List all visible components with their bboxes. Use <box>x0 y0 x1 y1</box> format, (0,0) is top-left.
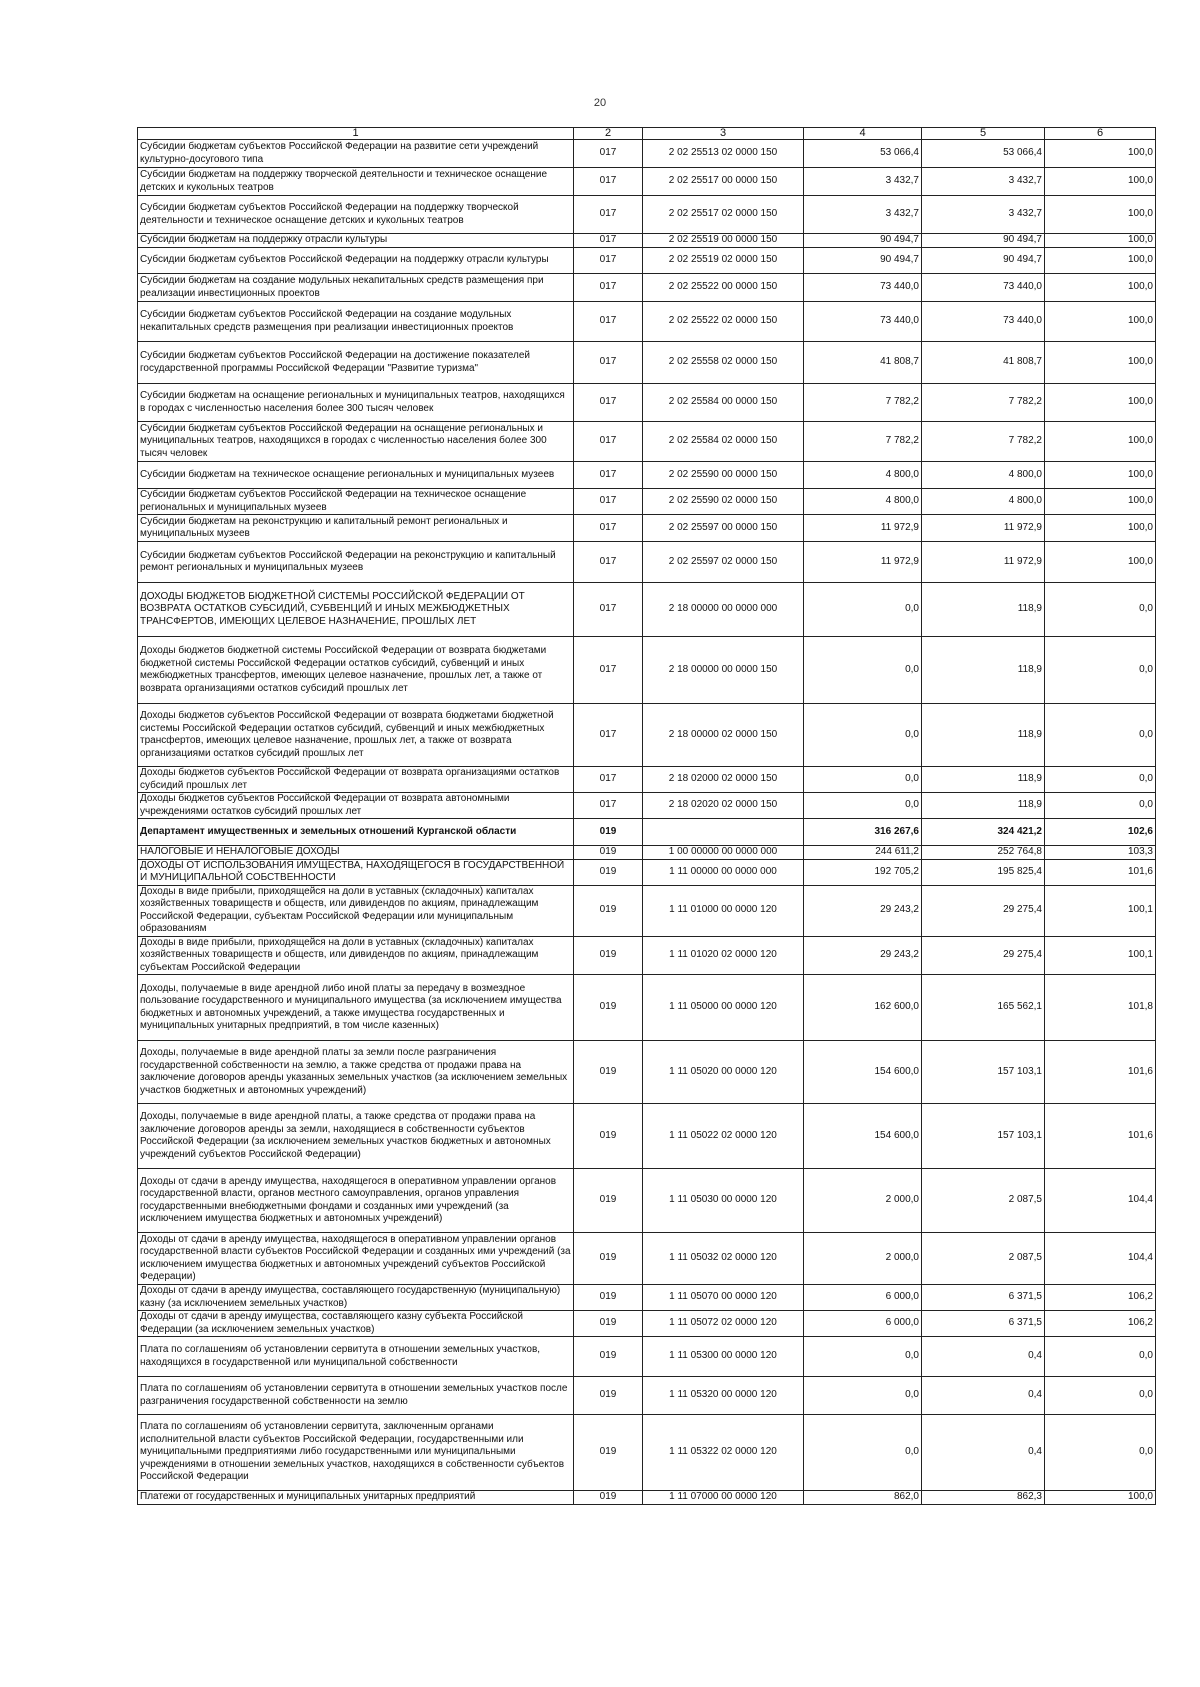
row-name-cell: ДОХОДЫ ОТ ИСПОЛЬЗОВАНИЯ ИМУЩЕСТВА, НАХОДЯЩЕГОСЯ В ГОСУДАРСТВЕННОЙ И МУНИЦИПАЛЬНОЙ СОБСТВЕННОСТИ <box>138 859 574 885</box>
row-execution-percent-cell: 100,0 <box>1045 140 1156 168</box>
row-name-cell: Доходы бюджетов субъектов Российской Федерации от возврата автономными учреждениями остатков субсидий прошлых лет <box>138 793 574 819</box>
row-executed-amount-cell: 0,4 <box>922 1415 1045 1491</box>
row-execution-percent-cell: 100,0 <box>1045 542 1156 583</box>
row-execution-percent-cell: 100,0 <box>1045 248 1156 274</box>
row-executed-amount-cell: 73 440,0 <box>922 274 1045 302</box>
row-admin-code-cell: 019 <box>574 1337 643 1377</box>
row-executed-amount-cell: 0,4 <box>922 1337 1045 1377</box>
row-execution-percent-cell: 0,0 <box>1045 793 1156 819</box>
row-planned-amount-cell: 192 705,2 <box>804 859 922 885</box>
row-executed-amount-cell: 157 103,1 <box>922 1041 1045 1104</box>
row-executed-amount-cell: 90 494,7 <box>922 234 1045 248</box>
table-row <box>138 1337 1156 1377</box>
row-executed-amount-cell: 7 782,2 <box>922 384 1045 422</box>
row-planned-amount-cell: 2 000,0 <box>804 1233 922 1285</box>
row-budget-code-cell: 2 02 25519 02 0000 150 <box>643 248 804 274</box>
row-budget-code-cell: 2 18 00000 02 0000 150 <box>643 704 804 767</box>
row-name-cell: Субсидии бюджетам на поддержку отрасли культуры <box>138 234 574 248</box>
row-name-cell: Плата по соглашениям об установлении сервитута в отношении земельных участков после разграничения государственной собственности на землю <box>138 1377 574 1415</box>
row-execution-percent-cell: 100,0 <box>1045 384 1156 422</box>
table-row <box>138 793 1156 819</box>
table-row <box>138 767 1156 793</box>
row-execution-percent-cell: 0,0 <box>1045 767 1156 793</box>
row-admin-code-cell: 019 <box>574 1233 643 1285</box>
row-planned-amount-cell: 29 243,2 <box>804 885 922 936</box>
table-row <box>138 489 1156 515</box>
row-executed-amount-cell: 324 421,2 <box>922 819 1045 846</box>
row-name-cell: Платежи от государственных и муниципальных унитарных предприятий <box>138 1491 574 1505</box>
row-admin-code-cell: 019 <box>574 819 643 846</box>
row-budget-code-cell: 1 11 05320 00 0000 120 <box>643 1377 804 1415</box>
row-execution-percent-cell: 100,0 <box>1045 234 1156 248</box>
row-executed-amount-cell: 0,4 <box>922 1377 1045 1415</box>
row-execution-percent-cell: 100,1 <box>1045 885 1156 936</box>
column-number-header <box>138 128 1156 140</box>
row-name-cell: Доходы бюджетов бюджетной системы Российской Федерации от возврата бюджетами бюджетной системы Российской Федерации остатков субсидий, субвенций и иных межбюджетных трансфертов, имеющих целевое назначение, прошлых лет, а также от возврата организациями остатков субсидий прошлых лет <box>138 637 574 704</box>
row-executed-amount-cell: 53 066,4 <box>922 140 1045 168</box>
row-execution-percent-cell: 0,0 <box>1045 637 1156 704</box>
row-execution-percent-cell: 101,6 <box>1045 859 1156 885</box>
row-execution-percent-cell: 100,0 <box>1045 168 1156 196</box>
row-admin-code-cell: 017 <box>574 302 643 342</box>
table-row <box>138 422 1156 462</box>
row-admin-code-cell: 019 <box>574 1285 643 1311</box>
row-admin-code-cell: 017 <box>574 248 643 274</box>
row-name-cell: Субсидии бюджетам на создание модульных некапитальных средств размещения при реализации инвестиционных проектов <box>138 274 574 302</box>
row-planned-amount-cell: 90 494,7 <box>804 234 922 248</box>
row-budget-code-cell: 1 11 05030 00 0000 120 <box>643 1169 804 1233</box>
row-executed-amount-cell: 165 562,1 <box>922 975 1045 1041</box>
row-budget-code-cell: 1 11 05032 02 0000 120 <box>643 1233 804 1285</box>
table-row <box>138 583 1156 637</box>
row-executed-amount-cell: 252 764,8 <box>922 846 1045 860</box>
row-name-cell: Плата по соглашениям об установлении сервитута в отношении земельных участков, находящихся в государственной или муниципальной собственности <box>138 1337 574 1377</box>
row-planned-amount-cell: 154 600,0 <box>804 1041 922 1104</box>
row-name-cell: Субсидии бюджетам субъектов Российской Федерации на поддержку творческой деятельности и техническое оснащение детских и кукольных театров <box>138 196 574 234</box>
row-admin-code-cell: 019 <box>574 1311 643 1337</box>
row-budget-code-cell: 2 02 25558 02 0000 150 <box>643 342 804 384</box>
row-admin-code-cell: 017 <box>574 462 643 489</box>
row-name-cell: Доходы, получаемые в виде арендной платы, а также средства от продажи права на заключение договоров аренды за земли, находящиеся в собственности субъектов Российской Федерации (за исключением земельных участков бюджетных и автономных учреждений субъектов Российской Федерации) <box>138 1104 574 1169</box>
row-budget-code-cell: 2 02 25522 02 0000 150 <box>643 302 804 342</box>
row-budget-code-cell: 2 02 25584 02 0000 150 <box>643 422 804 462</box>
row-budget-code-cell: 2 02 25597 00 0000 150 <box>643 515 804 542</box>
row-name-cell: Субсидии бюджетам субъектов Российской Федерации на оснащение региональных и муниципальных театров, находящихся в городах с численностью населения более 300 тысяч человек <box>138 422 574 462</box>
row-execution-percent-cell: 104,4 <box>1045 1169 1156 1233</box>
row-budget-code-cell: 2 02 25513 02 0000 150 <box>643 140 804 168</box>
row-name-cell: Доходы от сдачи в аренду имущества, находящегося в оперативном управлении органов государственной власти субъектов Российской Федерации и созданных ими учреждений (за исключением имущества бюджетных и автономных учреждений субъектов Российской Федерации) <box>138 1233 574 1285</box>
row-name-cell: Доходы бюджетов субъектов Российской Федерации от возврата организациями остатков субсидий прошлых лет <box>138 767 574 793</box>
row-name-cell: Субсидии бюджетам субъектов Российской Федерации на реконструкцию и капитальный ремонт региональных и муниципальных музеев <box>138 542 574 583</box>
table-row <box>138 859 1156 885</box>
table-row <box>138 885 1156 936</box>
row-planned-amount-cell: 244 611,2 <box>804 846 922 860</box>
row-name-cell: Доходы от сдачи в аренду имущества, составляющего казну субъекта Российской Федерации (за исключением земельных участков) <box>138 1311 574 1337</box>
table-row <box>138 704 1156 767</box>
row-planned-amount-cell: 862,0 <box>804 1491 922 1505</box>
row-planned-amount-cell: 29 243,2 <box>804 936 922 975</box>
table-row <box>138 819 1156 846</box>
row-executed-amount-cell: 118,9 <box>922 767 1045 793</box>
table-row <box>138 1285 1156 1311</box>
row-execution-percent-cell: 100,0 <box>1045 489 1156 515</box>
row-planned-amount-cell: 11 972,9 <box>804 515 922 542</box>
row-executed-amount-cell: 11 972,9 <box>922 515 1045 542</box>
row-execution-percent-cell: 100,0 <box>1045 342 1156 384</box>
table-row <box>138 1169 1156 1233</box>
table-row <box>138 140 1156 168</box>
row-admin-code-cell: 019 <box>574 1491 643 1505</box>
table-row <box>138 274 1156 302</box>
row-planned-amount-cell: 162 600,0 <box>804 975 922 1041</box>
row-name-cell: ДОХОДЫ БЮДЖЕТОВ БЮДЖЕТНОЙ СИСТЕМЫ РОССИЙСКОЙ ФЕДЕРАЦИИ ОТ ВОЗВРАТА ОСТАТКОВ СУБСИДИЙ, СУБВЕНЦИЙ И ИНЫХ МЕЖБЮДЖЕТНЫХ ТРАНСФЕРТОВ, ИМЕЮЩИХ ЦЕЛЕВОЕ НАЗНАЧЕНИЕ, ПРОШЛЫХ ЛЕТ <box>138 583 574 637</box>
row-execution-percent-cell: 103,3 <box>1045 846 1156 860</box>
row-name-cell: Доходы, получаемые в виде арендной либо иной платы за передачу в возмездное пользование государственного и муниципального имущества (за исключением имущества бюджетных и автономных учреждений, а также имущества государственных и муниципальных унитарных предприятий, в том числе казенных) <box>138 975 574 1041</box>
row-execution-percent-cell: 100,1 <box>1045 936 1156 975</box>
row-name-cell: Субсидии бюджетам на техническое оснащение региональных и муниципальных музеев <box>138 462 574 489</box>
row-admin-code-cell: 017 <box>574 234 643 248</box>
row-name-cell: Департамент имущественных и земельных отношений Курганской области <box>138 819 574 846</box>
row-name-cell: Доходы от сдачи в аренду имущества, составляющего государственную (муниципальную) казну (за исключением земельных участков) <box>138 1285 574 1311</box>
row-budget-code-cell: 2 02 25597 02 0000 150 <box>643 542 804 583</box>
row-admin-code-cell: 019 <box>574 859 643 885</box>
row-executed-amount-cell: 29 275,4 <box>922 936 1045 975</box>
row-executed-amount-cell: 41 808,7 <box>922 342 1045 384</box>
table-row <box>138 515 1156 542</box>
row-planned-amount-cell: 0,0 <box>804 1415 922 1491</box>
row-admin-code-cell: 019 <box>574 975 643 1041</box>
table-row <box>138 975 1156 1041</box>
row-budget-code-cell: 2 02 25590 00 0000 150 <box>643 462 804 489</box>
row-executed-amount-cell: 118,9 <box>922 583 1045 637</box>
header-col-6: 6 <box>1045 128 1156 140</box>
table-row <box>138 248 1156 274</box>
row-admin-code-cell: 017 <box>574 704 643 767</box>
header-col-5: 5 <box>922 128 1045 140</box>
row-executed-amount-cell: 29 275,4 <box>922 885 1045 936</box>
row-name-cell: НАЛОГОВЫЕ И НЕНАЛОГОВЫЕ ДОХОДЫ <box>138 846 574 860</box>
row-execution-percent-cell: 100,0 <box>1045 196 1156 234</box>
row-admin-code-cell: 017 <box>574 168 643 196</box>
table-row <box>138 1041 1156 1104</box>
header-col-3: 3 <box>643 128 804 140</box>
row-executed-amount-cell: 4 800,0 <box>922 489 1045 515</box>
row-budget-code-cell: 1 11 07000 00 0000 120 <box>643 1491 804 1505</box>
row-planned-amount-cell: 0,0 <box>804 704 922 767</box>
row-planned-amount-cell: 0,0 <box>804 1337 922 1377</box>
row-planned-amount-cell: 3 432,7 <box>804 168 922 196</box>
row-executed-amount-cell: 2 087,5 <box>922 1233 1045 1285</box>
row-planned-amount-cell: 0,0 <box>804 1377 922 1415</box>
row-admin-code-cell: 017 <box>574 793 643 819</box>
table-row <box>138 196 1156 234</box>
row-executed-amount-cell: 195 825,4 <box>922 859 1045 885</box>
table-row <box>138 1491 1156 1505</box>
row-planned-amount-cell: 4 800,0 <box>804 462 922 489</box>
row-admin-code-cell: 017 <box>574 342 643 384</box>
row-budget-code-cell: 1 11 05070 00 0000 120 <box>643 1285 804 1311</box>
row-execution-percent-cell: 0,0 <box>1045 583 1156 637</box>
row-budget-code-cell: 1 11 05020 00 0000 120 <box>643 1041 804 1104</box>
row-planned-amount-cell: 7 782,2 <box>804 384 922 422</box>
row-execution-percent-cell: 100,0 <box>1045 302 1156 342</box>
row-admin-code-cell: 017 <box>574 196 643 234</box>
budget-revenue-table <box>137 127 1156 1505</box>
row-budget-code-cell: 1 00 00000 00 0000 000 <box>643 846 804 860</box>
row-budget-code-cell: 2 02 25517 02 0000 150 <box>643 196 804 234</box>
row-admin-code-cell: 017 <box>574 542 643 583</box>
row-planned-amount-cell: 0,0 <box>804 793 922 819</box>
row-budget-code-cell <box>643 819 804 846</box>
row-executed-amount-cell: 6 371,5 <box>922 1285 1045 1311</box>
row-execution-percent-cell: 102,6 <box>1045 819 1156 846</box>
table-row <box>138 302 1156 342</box>
row-planned-amount-cell: 11 972,9 <box>804 542 922 583</box>
row-planned-amount-cell: 41 808,7 <box>804 342 922 384</box>
row-execution-percent-cell: 0,0 <box>1045 1415 1156 1491</box>
table-row <box>138 542 1156 583</box>
row-admin-code-cell: 017 <box>574 489 643 515</box>
row-planned-amount-cell: 3 432,7 <box>804 196 922 234</box>
row-admin-code-cell: 019 <box>574 1377 643 1415</box>
row-name-cell: Субсидии бюджетам на поддержку творческой деятельности и техническое оснащение детских и кукольных театров <box>138 168 574 196</box>
row-budget-code-cell: 2 02 25590 02 0000 150 <box>643 489 804 515</box>
header-col-4: 4 <box>804 128 922 140</box>
row-admin-code-cell: 019 <box>574 936 643 975</box>
row-admin-code-cell: 017 <box>574 515 643 542</box>
row-admin-code-cell: 019 <box>574 885 643 936</box>
page-number: 20 <box>593 97 607 109</box>
row-budget-code-cell: 1 11 01020 02 0000 120 <box>643 936 804 975</box>
row-name-cell: Доходы в виде прибыли, приходящейся на доли в уставных (складочных) капиталах хозяйственных товариществ и обществ, или дивидендов по акциям, принадлежащим Российской Федерации, субъектам Российской Федерации или муниципальным образованиям <box>138 885 574 936</box>
row-planned-amount-cell: 0,0 <box>804 583 922 637</box>
header-col-1: 1 <box>138 128 574 140</box>
table-row <box>138 637 1156 704</box>
row-admin-code-cell: 017 <box>574 140 643 168</box>
row-executed-amount-cell: 2 087,5 <box>922 1169 1045 1233</box>
row-budget-code-cell: 1 11 05022 02 0000 120 <box>643 1104 804 1169</box>
row-name-cell: Субсидии бюджетам субъектов Российской Федерации на развитие сети учреждений культурно-досугового типа <box>138 140 574 168</box>
row-admin-code-cell: 019 <box>574 1169 643 1233</box>
row-name-cell: Субсидии бюджетам на реконструкцию и капитальный ремонт региональных и муниципальных музеев <box>138 515 574 542</box>
row-admin-code-cell: 017 <box>574 767 643 793</box>
row-execution-percent-cell: 106,2 <box>1045 1285 1156 1311</box>
row-executed-amount-cell: 862,3 <box>922 1491 1045 1505</box>
table-row <box>138 846 1156 860</box>
row-execution-percent-cell: 100,0 <box>1045 1491 1156 1505</box>
row-executed-amount-cell: 157 103,1 <box>922 1104 1045 1169</box>
row-admin-code-cell: 019 <box>574 1041 643 1104</box>
table-row <box>138 1233 1156 1285</box>
row-budget-code-cell: 2 02 25517 00 0000 150 <box>643 168 804 196</box>
row-execution-percent-cell: 100,0 <box>1045 422 1156 462</box>
row-executed-amount-cell: 73 440,0 <box>922 302 1045 342</box>
row-name-cell: Субсидии бюджетам субъектов Российской Федерации на создание модульных некапитальных средств размещения при реализации инвестиционных проектов <box>138 302 574 342</box>
row-executed-amount-cell: 118,9 <box>922 704 1045 767</box>
row-execution-percent-cell: 0,0 <box>1045 1337 1156 1377</box>
row-budget-code-cell: 1 11 05322 02 0000 120 <box>643 1415 804 1491</box>
row-execution-percent-cell: 0,0 <box>1045 704 1156 767</box>
row-planned-amount-cell: 2 000,0 <box>804 1169 922 1233</box>
row-executed-amount-cell: 3 432,7 <box>922 196 1045 234</box>
row-name-cell: Субсидии бюджетам субъектов Российской Федерации на поддержку отрасли культуры <box>138 248 574 274</box>
header-col-2: 2 <box>574 128 643 140</box>
row-planned-amount-cell: 316 267,6 <box>804 819 922 846</box>
row-budget-code-cell: 2 18 00000 00 0000 150 <box>643 637 804 704</box>
row-executed-amount-cell: 118,9 <box>922 793 1045 819</box>
row-executed-amount-cell: 11 972,9 <box>922 542 1045 583</box>
row-budget-code-cell: 1 11 00000 00 0000 000 <box>643 859 804 885</box>
table-row <box>138 234 1156 248</box>
table-row <box>138 168 1156 196</box>
table-row <box>138 1311 1156 1337</box>
row-budget-code-cell: 1 11 05300 00 0000 120 <box>643 1337 804 1377</box>
row-admin-code-cell: 017 <box>574 583 643 637</box>
row-planned-amount-cell: 90 494,7 <box>804 248 922 274</box>
row-budget-code-cell: 2 02 25584 00 0000 150 <box>643 384 804 422</box>
row-name-cell: Доходы от сдачи в аренду имущества, находящегося в оперативном управлении органов государственной власти, органов местного самоуправления, органов управления государственными внебюджетными фондами и созданных ими учреждений (за исключением имущества бюджетных и автономных учреждений) <box>138 1169 574 1233</box>
row-planned-amount-cell: 73 440,0 <box>804 302 922 342</box>
row-budget-code-cell: 2 02 25522 00 0000 150 <box>643 274 804 302</box>
row-execution-percent-cell: 100,0 <box>1045 515 1156 542</box>
row-name-cell: Доходы, получаемые в виде арендной платы за земли после разграничения государственной собственности на землю, а также средства от продажи права на заключение договоров аренды указанных земельных участков (за исключением земельных участков бюджетных и автономных учреждений) <box>138 1041 574 1104</box>
row-admin-code-cell: 019 <box>574 1415 643 1491</box>
row-executed-amount-cell: 118,9 <box>922 637 1045 704</box>
row-execution-percent-cell: 106,2 <box>1045 1311 1156 1337</box>
row-admin-code-cell: 019 <box>574 846 643 860</box>
row-budget-code-cell: 1 11 05072 02 0000 120 <box>643 1311 804 1337</box>
row-planned-amount-cell: 4 800,0 <box>804 489 922 515</box>
row-admin-code-cell: 017 <box>574 637 643 704</box>
row-name-cell: Субсидии бюджетам субъектов Российской Федерации на техническое оснащение региональных и муниципальных музеев <box>138 489 574 515</box>
row-execution-percent-cell: 0,0 <box>1045 1377 1156 1415</box>
table-row <box>138 1377 1156 1415</box>
table-row <box>138 1104 1156 1169</box>
row-planned-amount-cell: 7 782,2 <box>804 422 922 462</box>
row-name-cell: Плата по соглашениям об установлении сервитута, заключенным органами исполнительной власти субъектов Российской Федерации, государственными или муниципальными предприятиями либо государственными или муниципальными учреждениями в отношении земельных участков, находящихся в собственности субъектов Российской Федерации <box>138 1415 574 1491</box>
table-row <box>138 342 1156 384</box>
row-admin-code-cell: 019 <box>574 1104 643 1169</box>
row-planned-amount-cell: 6 000,0 <box>804 1311 922 1337</box>
row-budget-code-cell: 2 18 02000 02 0000 150 <box>643 767 804 793</box>
row-executed-amount-cell: 7 782,2 <box>922 422 1045 462</box>
row-planned-amount-cell: 0,0 <box>804 637 922 704</box>
row-name-cell: Субсидии бюджетам на оснащение региональных и муниципальных театров, находящихся в городах с численностью населения более 300 тысяч человек <box>138 384 574 422</box>
row-planned-amount-cell: 53 066,4 <box>804 140 922 168</box>
row-admin-code-cell: 017 <box>574 384 643 422</box>
row-execution-percent-cell: 101,6 <box>1045 1041 1156 1104</box>
row-execution-percent-cell: 104,4 <box>1045 1233 1156 1285</box>
table-row <box>138 1415 1156 1491</box>
row-execution-percent-cell: 101,8 <box>1045 975 1156 1041</box>
table-row <box>138 384 1156 422</box>
row-name-cell: Доходы бюджетов субъектов Российской Федерации от возврата бюджетами бюджетной системы Российской Федерации остатков субсидий, субвенций и иных межбюджетных трансфертов, имеющих целевое назначение, прошлых лет, а также от возврата организациями остатков субсидий прошлых лет <box>138 704 574 767</box>
row-planned-amount-cell: 0,0 <box>804 767 922 793</box>
row-admin-code-cell: 017 <box>574 274 643 302</box>
row-budget-code-cell: 1 11 01000 00 0000 120 <box>643 885 804 936</box>
row-admin-code-cell: 017 <box>574 422 643 462</box>
row-name-cell: Доходы в виде прибыли, приходящейся на доли в уставных (складочных) капиталах хозяйственных товариществ и обществ, или дивидендов по акциям, принадлежащим субъектам Российской Федерации <box>138 936 574 975</box>
row-planned-amount-cell: 154 600,0 <box>804 1104 922 1169</box>
row-name-cell: Субсидии бюджетам субъектов Российской Федерации на достижение показателей государственной программы Российской Федерации "Развитие туризма" <box>138 342 574 384</box>
row-executed-amount-cell: 3 432,7 <box>922 168 1045 196</box>
row-planned-amount-cell: 73 440,0 <box>804 274 922 302</box>
table-row <box>138 462 1156 489</box>
table-row <box>138 936 1156 975</box>
row-execution-percent-cell: 100,0 <box>1045 274 1156 302</box>
row-execution-percent-cell: 100,0 <box>1045 462 1156 489</box>
row-executed-amount-cell: 90 494,7 <box>922 248 1045 274</box>
row-executed-amount-cell: 4 800,0 <box>922 462 1045 489</box>
row-budget-code-cell: 2 02 25519 00 0000 150 <box>643 234 804 248</box>
row-execution-percent-cell: 101,6 <box>1045 1104 1156 1169</box>
row-planned-amount-cell: 6 000,0 <box>804 1285 922 1311</box>
row-executed-amount-cell: 6 371,5 <box>922 1311 1045 1337</box>
row-budget-code-cell: 2 18 00000 00 0000 000 <box>643 583 804 637</box>
row-budget-code-cell: 1 11 05000 00 0000 120 <box>643 975 804 1041</box>
row-budget-code-cell: 2 18 02020 02 0000 150 <box>643 793 804 819</box>
